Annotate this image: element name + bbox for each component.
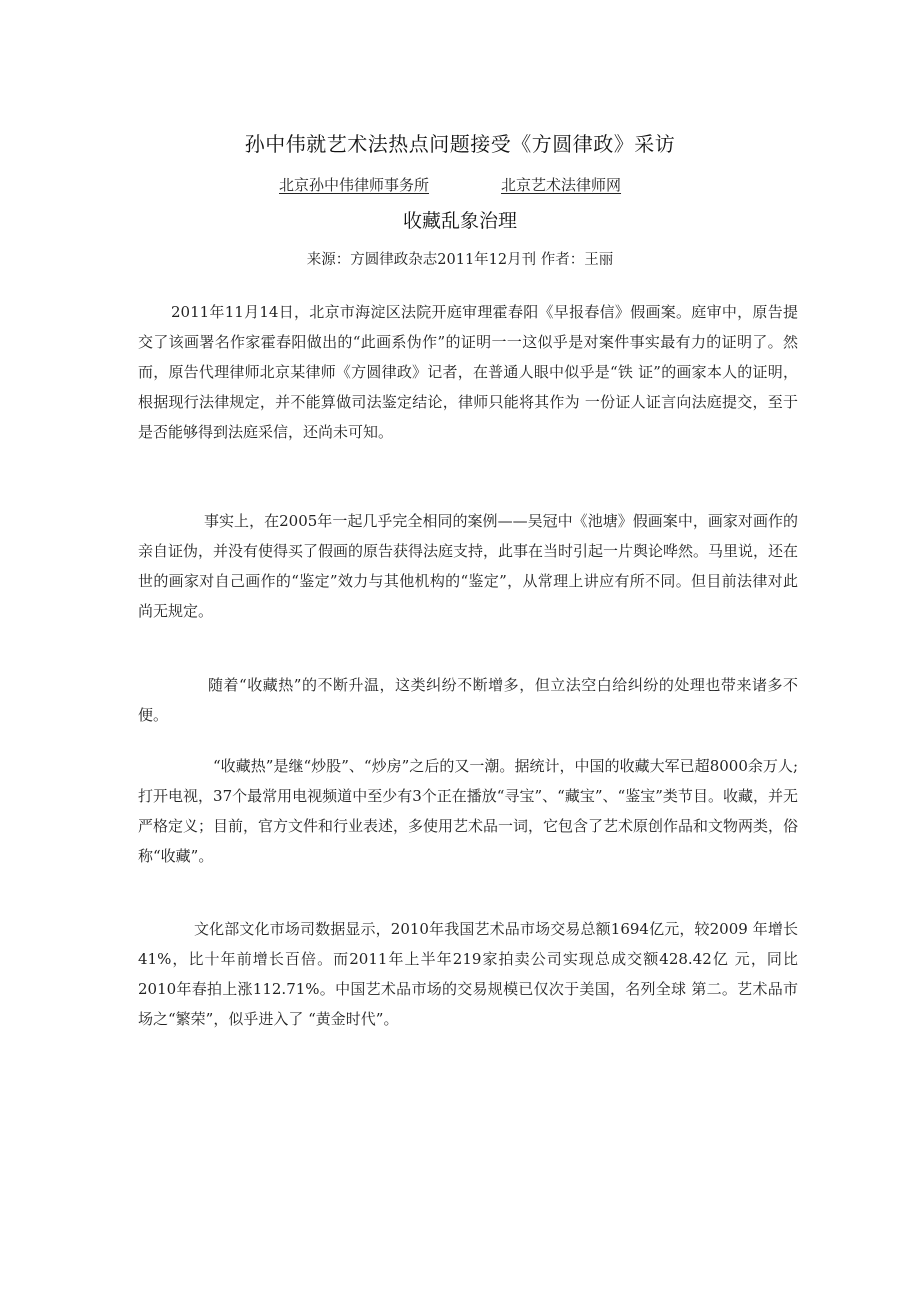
article-title: 孙中伟就艺术法热点问题接受《方圆律政》采访 <box>244 132 676 156</box>
paragraph-1: 2011年11月14日，北京市海淀区法院开庭审理霍春阳《早报春信》假画案。庭审中，原告提交了该画署名作家霍春阳做出的“此画系伪作”的证明一一这似乎是对案件事实最有力的证明了。然而，原告代理律师北京某律师《方圆律政》记者，在普通人眼中似乎是“铁 证”的画家本人的证明，根据现行法律规定，并不能算做司法鉴定结论，律师只能将其作为 一份证人证言向法庭提交，至于是否能够得到法庭采信，还尚未可知。 <box>138 303 798 441</box>
firm-links <box>279 174 621 195</box>
paragraph-5: 文化部文化市场司数据显示，2010年我国艺术品市场交易总额1694亿元，较2009 年增长41%，比十年前增长百倍。而2011年上半年219家拍卖公司实现总成交额428.42亿 元，同比2010年春拍上涨112.71%。中国艺术品市场的交易规模已仅次于美国，名列全球 第二。艺术品市场之“繁荣”，似乎进入了 “黄金时代”。 <box>138 920 798 1028</box>
paragraph-2: 事实上，在2005年一起几乎完全相同的案例——吴冠中《池塘》假画案中，画家对画作的亲自证伪，并没有使得买了假画的原告获得法庭支持，此事在当时引起一片舆论哗然。马里说，还在世的画家对自己画作的“鉴定”效力与其他机构的“鉴定”，从常理上讲应有所不同。但目前法律对此尚无规定。 <box>138 512 799 620</box>
firm-link-sun-zhongwei[interactable]: 北京孙中伟律师事务所 <box>279 176 430 194</box>
firm-link-art-law[interactable]: 北京艺术法律师网 <box>501 176 622 194</box>
article-subtitle: 收藏乱象治理 <box>402 210 517 232</box>
paragraph-4: “收藏热”是继“炒股”、“炒房”之后的又一潮。据统计，中国的收藏大军已超8000余万人;打开电视，37个最常用电视频道中至少有3个正在播放“寻宝”、“藏宝”、“鉴宝”类节目。收藏，并无严格定义；目前，官方文件和行业表述，多使用艺术品一词，它包含了艺术原创作品和文物两类，俗称“收藏”。 <box>138 757 799 865</box>
source-line: 来源：方圆律政杂志2011年12月刊 作者：王丽 <box>306 252 614 268</box>
paragraph-3: 随着“收藏热”的不断升温，这类纠纷不断增多，但立法空白给纠纷的处理也带来诸多不便。 <box>138 676 798 724</box>
